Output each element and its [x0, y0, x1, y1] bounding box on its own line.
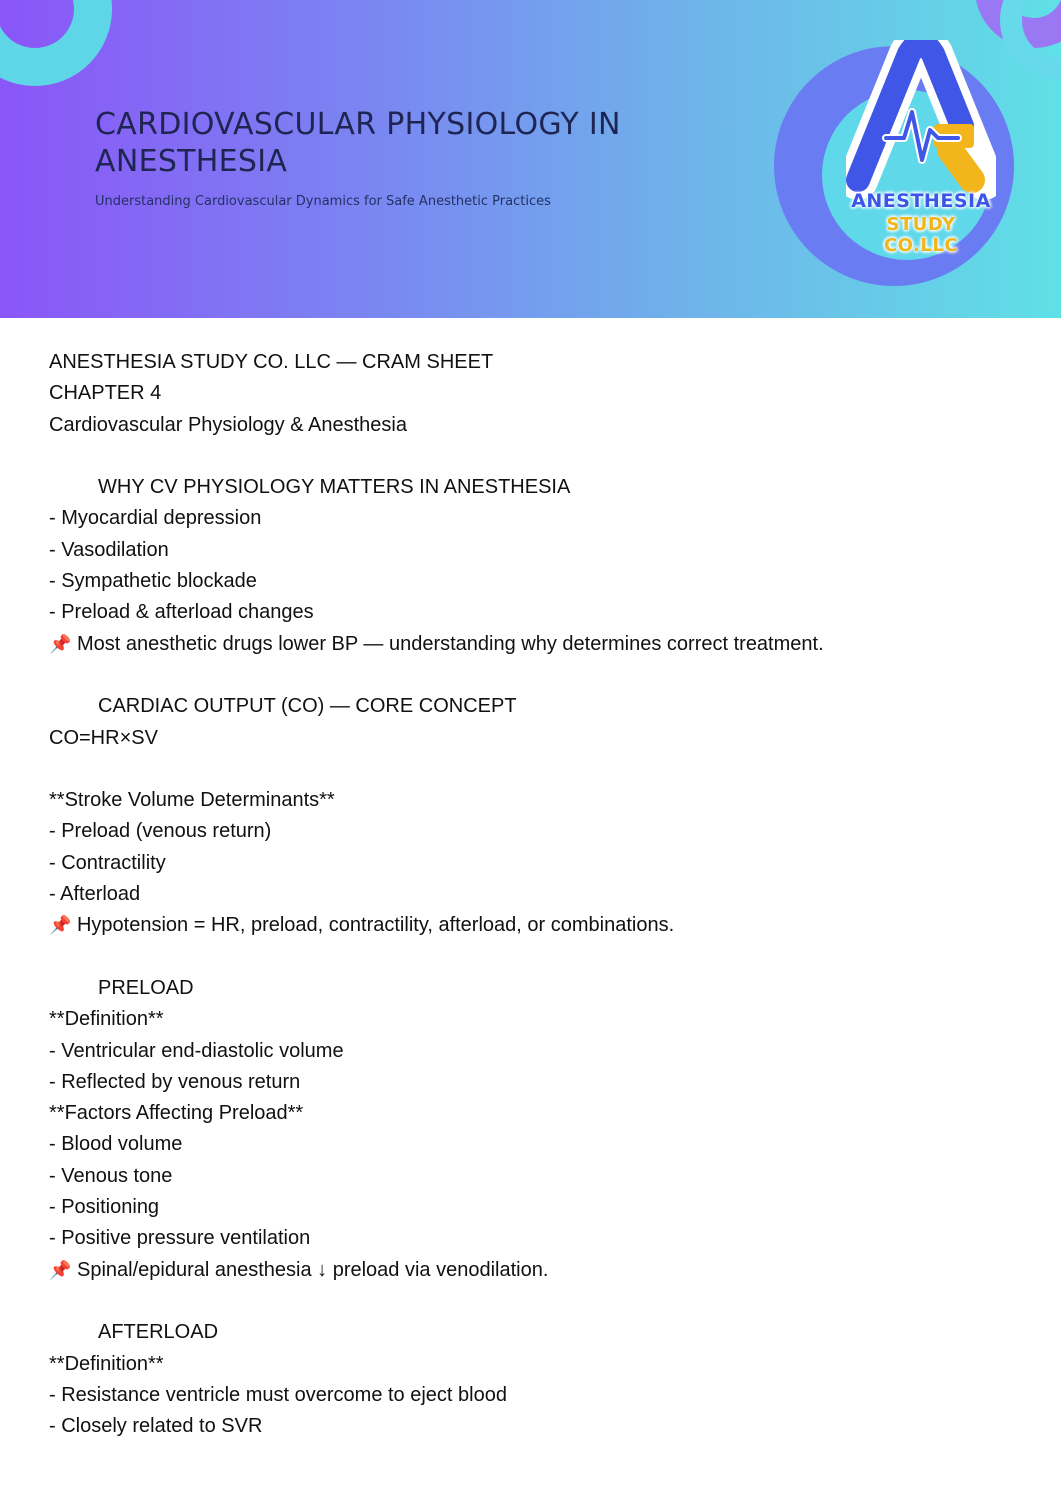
list-item: - Blood volume: [49, 1133, 183, 1156]
list-item: - Ventricular end-diastolic volume: [49, 1039, 344, 1062]
list-item: - Preload & afterload changes: [49, 601, 314, 624]
section-heading-afterload: AFTERLOAD: [98, 1321, 219, 1344]
list-item: - Closely related to SVR: [49, 1415, 263, 1438]
list-item: - Positioning: [49, 1196, 160, 1219]
subheading: **Factors Affecting Preload**: [49, 1102, 304, 1125]
note-line: [49, 910, 1029, 941]
spacer: [49, 942, 1029, 973]
logo-text-line1: ANESTHESIA: [851, 190, 991, 212]
list-item: - Reflected by venous return: [49, 1070, 301, 1093]
document-header: ANESTHESIA STUDY CO. LLC — CRAM SHEET: [49, 351, 494, 373]
subheading: **Definition**: [49, 1352, 164, 1375]
list-item: - Positive pressure ventilation: [49, 1227, 311, 1250]
pushpin-icon: 📌: [49, 915, 72, 936]
note-line: [49, 629, 1029, 660]
page-title: CARDIOVASCULAR PHYSIOLOGY IN ANESTHESIA: [95, 107, 621, 179]
list-item: - Resistance ventricle must overcome to eject blood: [49, 1383, 507, 1406]
section-heading-why: WHY CV PHYSIOLOGY MATTERS IN ANESTHESIA: [98, 476, 571, 499]
pushpin-icon: 📌: [49, 1259, 72, 1280]
decorative-ring: [1000, 0, 1061, 80]
spacer: [49, 1286, 1029, 1317]
note-text: Most anesthetic drugs lower BP — understanding why determines correct treatment.: [76, 632, 824, 655]
page-subtitle: Understanding Cardiovascular Dynamics for Safe Anesthetic Practices: [95, 194, 551, 209]
list-item: - Preload (venous return): [49, 820, 272, 843]
note-text: Hypotension = HR, preload, contractility, afterload, or combinations.: [76, 914, 675, 937]
logo-text-line2: STUDY CO.LLC: [883, 214, 959, 256]
list-item: - Contractility: [49, 851, 166, 874]
section-heading-co: CARDIAC OUTPUT (CO) — CORE CONCEPT: [98, 695, 517, 718]
note-text: Spinal/epidural anesthesia ↓ preload via venodilation.: [76, 1258, 549, 1281]
subheading: **Definition**: [49, 1008, 164, 1031]
subheading: **Stroke Volume Determinants**: [49, 789, 335, 812]
spacer: [49, 754, 1029, 785]
header-banner: [0, 0, 1061, 318]
cram-sheet-content: [49, 347, 1029, 1442]
section-heading-preload: PRELOAD: [98, 976, 194, 999]
note-line: [49, 1255, 1029, 1286]
pushpin-icon: 📌: [49, 633, 72, 654]
list-item: - Myocardial depression: [49, 507, 262, 530]
decorative-ring: [0, 0, 112, 86]
list-item: - Afterload: [49, 883, 141, 906]
list-item: - Venous tone: [49, 1164, 173, 1187]
chapter-label: CHAPTER 4: [49, 382, 162, 405]
spacer: [49, 660, 1029, 691]
formula: CO=HR×SV: [49, 726, 158, 749]
list-item: - Vasodilation: [49, 538, 169, 561]
list-item: - Sympathetic blockade: [49, 570, 257, 593]
chapter-title: Cardiovascular Physiology & Anesthesia: [49, 413, 407, 436]
spacer: [49, 441, 1029, 472]
